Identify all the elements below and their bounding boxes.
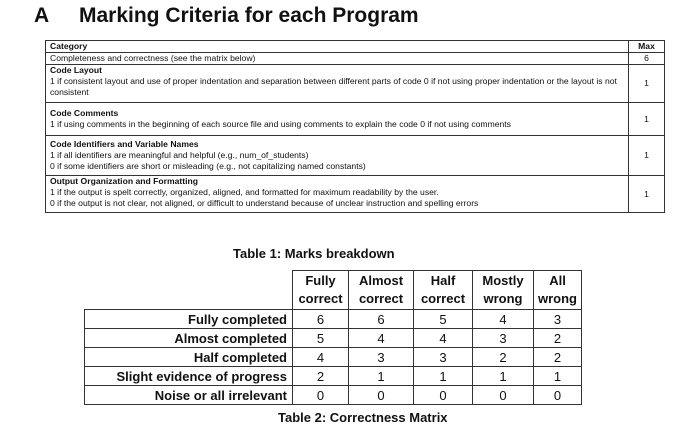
category-header: Category [46, 41, 629, 53]
matrix-cell: 2 [534, 348, 582, 367]
table-row [85, 348, 582, 367]
table2-caption: Table 2: Correctness Matrix [278, 410, 448, 425]
criterion-description: 1 if all identifiers are meaningful and helpful (e.g., num_of_students) [50, 150, 309, 160]
matrix-cell: 3 [473, 329, 534, 348]
section-heading [34, 4, 419, 28]
matrix-cell: 2 [293, 367, 349, 386]
criterion-title: Output Organization and Formatting [50, 176, 198, 186]
matrix-cell: 3 [414, 348, 473, 367]
correctness-matrix-table [84, 270, 582, 405]
matrix-cell: 0 [349, 386, 414, 405]
matrix-column-header: Fully correct [293, 271, 349, 310]
matrix-cell: 5 [293, 329, 349, 348]
matrix-cell: 0 [534, 386, 582, 405]
matrix-cell: 5 [414, 310, 473, 329]
table-row [85, 386, 582, 405]
matrix-cell: 2 [473, 348, 534, 367]
matrix-row-label: Slight evidence of progress [85, 367, 293, 386]
criterion-title: Code Layout [50, 65, 103, 75]
table-row [46, 176, 665, 213]
criterion-title: Completeness and correctness (see the matrix below) [46, 53, 629, 65]
matrix-cell: 6 [349, 310, 414, 329]
criterion-description: 0 if the output is not clear, not aligned, or difficult to understand because of unclear instruction and spelling errors [50, 198, 479, 208]
criterion-max: 1 [629, 65, 665, 103]
criterion-max: 1 [629, 136, 665, 176]
section-letter: A [34, 4, 50, 27]
matrix-column-header: All wrong [534, 271, 582, 310]
matrix-row-label: Noise or all irrelevant [85, 386, 293, 405]
criterion-description: 1 if using comments in the beginning of each source file and using comments to explain the code 0 if not using comments [50, 119, 511, 129]
matrix-cell: 3 [534, 310, 582, 329]
max-header: Max [629, 41, 665, 53]
table1-caption: Table 1: Marks breakdown [233, 246, 395, 261]
table-row [85, 367, 582, 386]
criterion-description: 0 if some identifiers are short or misleading (e.g., not capitalizing named constants) [50, 161, 366, 171]
table-row [46, 136, 665, 176]
criterion-max: 1 [629, 176, 665, 213]
matrix-cell: 6 [293, 310, 349, 329]
matrix-cell: 4 [349, 329, 414, 348]
matrix-column-header: Half correct [414, 271, 473, 310]
matrix-column-header: Mostly wrong [473, 271, 534, 310]
table-row [85, 310, 582, 329]
matrix-row-label: Fully completed [85, 310, 293, 329]
matrix-cell: 1 [414, 367, 473, 386]
criterion-description: 1 if the output is spelt correctly, organized, aligned, and formatted for maximum readability by the user. [50, 187, 439, 197]
matrix-cell: 4 [414, 329, 473, 348]
criterion-max: 6 [629, 53, 665, 65]
table-row [46, 103, 665, 136]
table-row [46, 65, 665, 103]
table-row [46, 53, 665, 65]
matrix-row-label: Almost completed [85, 329, 293, 348]
matrix-corner-cell [85, 271, 293, 310]
matrix-cell: 1 [473, 367, 534, 386]
matrix-row-label: Half completed [85, 348, 293, 367]
matrix-cell: 1 [534, 367, 582, 386]
matrix-header-row [85, 271, 582, 310]
criterion-title: Code Comments [50, 108, 119, 118]
marks-breakdown-table [45, 40, 665, 213]
table-row [85, 329, 582, 348]
matrix-cell: 0 [414, 386, 473, 405]
table-header-row [46, 41, 665, 53]
matrix-cell: 0 [473, 386, 534, 405]
section-title: Marking Criteria for each Program [79, 4, 419, 27]
matrix-cell: 2 [534, 329, 582, 348]
matrix-cell: 1 [349, 367, 414, 386]
matrix-cell: 4 [473, 310, 534, 329]
criterion-description: 1 if consistent layout and use of proper indentation and separation between different parts of code 0 if not using proper indentation or the layout is not consistent [50, 76, 617, 97]
criterion-max: 1 [629, 103, 665, 136]
matrix-cell: 4 [293, 348, 349, 367]
matrix-cell: 3 [349, 348, 414, 367]
matrix-column-header: Almost correct [349, 271, 414, 310]
matrix-cell: 0 [293, 386, 349, 405]
criterion-title: Code Identifiers and Variable Names [50, 139, 199, 149]
